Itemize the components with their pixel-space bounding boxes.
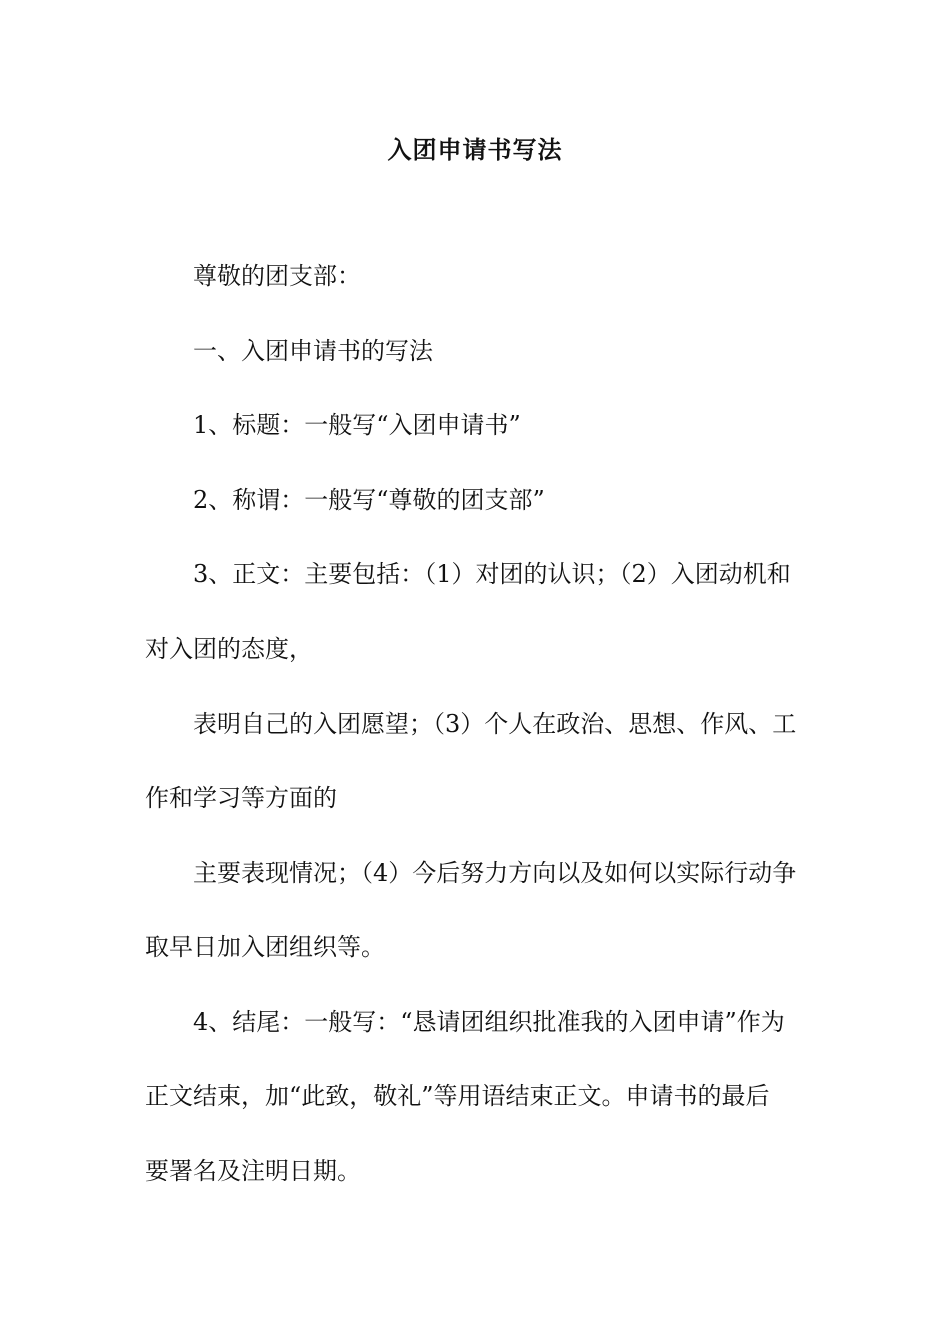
salutation: 尊敬的团支部： xyxy=(193,262,361,290)
paragraph-line: 2、称谓：一般写“尊敬的团支部” xyxy=(193,486,545,514)
paragraph-line: 表明自己的入团愿望；（3）个人在政治、思想、作风、工 xyxy=(193,710,797,738)
paragraph-line: 对入团的态度， xyxy=(145,635,313,663)
document-title: 入团申请书写法 xyxy=(387,136,563,164)
paragraph-line: 1、标题：一般写“入团申请书” xyxy=(193,411,521,439)
paragraph-line: 取早日加入团组织等。 xyxy=(145,933,385,961)
paragraph-line: 主要表现情况；（4）今后努力方向以及如何以实际行动争 xyxy=(193,859,797,887)
paragraph-line: 正文结束，加“此致，敬礼”等用语结束正文。申请书的最后 xyxy=(145,1082,770,1110)
paragraph-line: 要署名及注明日期。 xyxy=(145,1157,361,1185)
paragraph-line: 4、结尾：一般写：“恳请团组织批准我的入团申请”作为 xyxy=(193,1008,785,1036)
paragraph-line: 3、正文：主要包括：（1）对团的认识；（2）入团动机和 xyxy=(193,560,791,588)
section-heading: 一、入团申请书的写法 xyxy=(193,337,433,365)
paragraph-line: 作和学习等方面的 xyxy=(145,784,337,812)
